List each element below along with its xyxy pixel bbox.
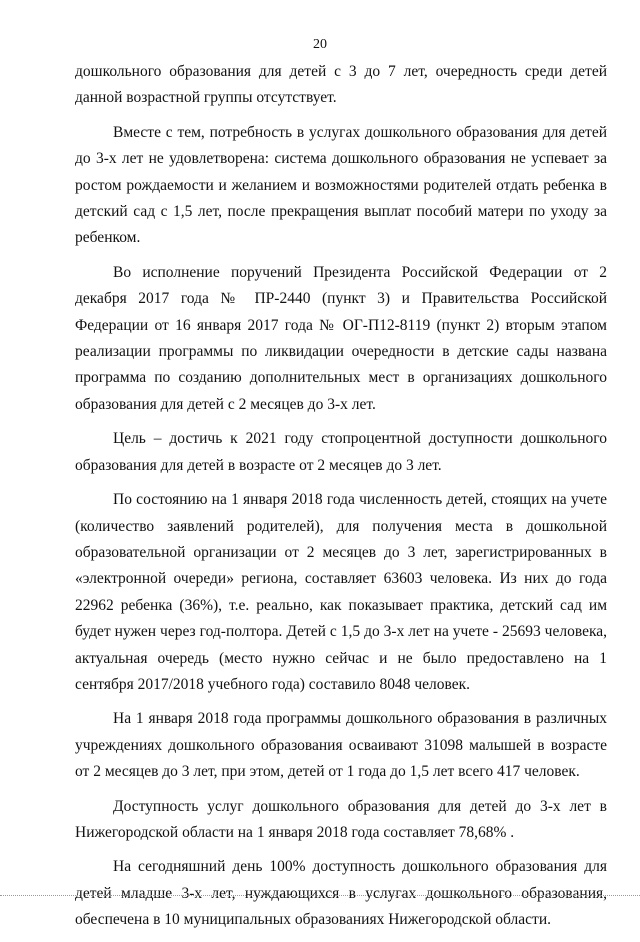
document-body [75,59,607,942]
page-number: 20 [313,37,327,52]
paragraph-full-availability: На сегодняшний день 100% доступность дошкольного образования для детей младше 3-х лет, нуждающихся в услугах дошкольного образования, обеспечена в 10 муниципальных образованиях Нижегородской области. [75,858,607,929]
paragraph-availability-rate: Доступность услуг дошкольного образования для детей до 3-х лет в Нижегородской области на 1 января 2018 года составляет 78,68% . [75,797,607,841]
paragraph-presidential-orders: Во исполнение поручений Президента Российской Федерации от 2 декабря 2017 года № ПР-2440 (пункт 3) и Правительства Российской Федерации от 16 января 2017 года № ОГ-П12-8119 (пункт 2) вторым этапом реализации программы по ликвидации очередности в детские сады названа программа по созданию дополнительных мест в организациях дошкольного образования для детей с 2 месяцев до 3-х лет. [75,263,607,413]
paragraph-continuation: дошкольного образования для детей с 3 до 7 лет, очередность среди детей данной возрастной группы отсутствует. [75,63,607,107]
paragraph-queue-statistics: По состоянию на 1 января 2018 года численность детей, стоящих на учете (количество заявлений родителей), для получения места в дошкольной образовательной организации от 2 месяцев до 3 лет, зарегистрированных в «электронной очереди» региона, составляет 63603 человека. Из них до года 22962 ребенка (36%), т.е. реально, как показывает практика, детский сад им будет нужен через год-полтора. Детей с 1,5 до 3-х лет на учете - 25693 человека, актуальная очередь (место нужно сейчас и не было предоставлено на 1 сентября 2017/2018 учебного года) составило 8048 человек. [75,491,607,693]
paragraph-demand-under-3: Вместе с тем, потребность в услугах дошкольного образования для детей до 3-х лет не удовлетворена: система дошкольного образования не успевает за ростом рождаемости и желанием и возможностями родителей отдать ребенка в детский сад с 1,5 лет, после прекращения выплат пособий матери по уходу за ребенком. [75,123,607,247]
paragraph-goal-2021: Цель – достичь к 2021 году стопроцентной доступности дошкольного образования для детей в возрасте от 2 месяцев до 3 лет. [75,430,607,474]
paragraph-enrollment-figures: На 1 января 2018 года программы дошкольного образования в различных учреждениях дошкольного образования осваивают 31098 малышей в возрасте от 2 месяцев до 3 лет, при этом, детей от 1 года до 1,5 лет всего 417 человек. [75,710,607,781]
scan-bottom-edge [0,895,640,896]
